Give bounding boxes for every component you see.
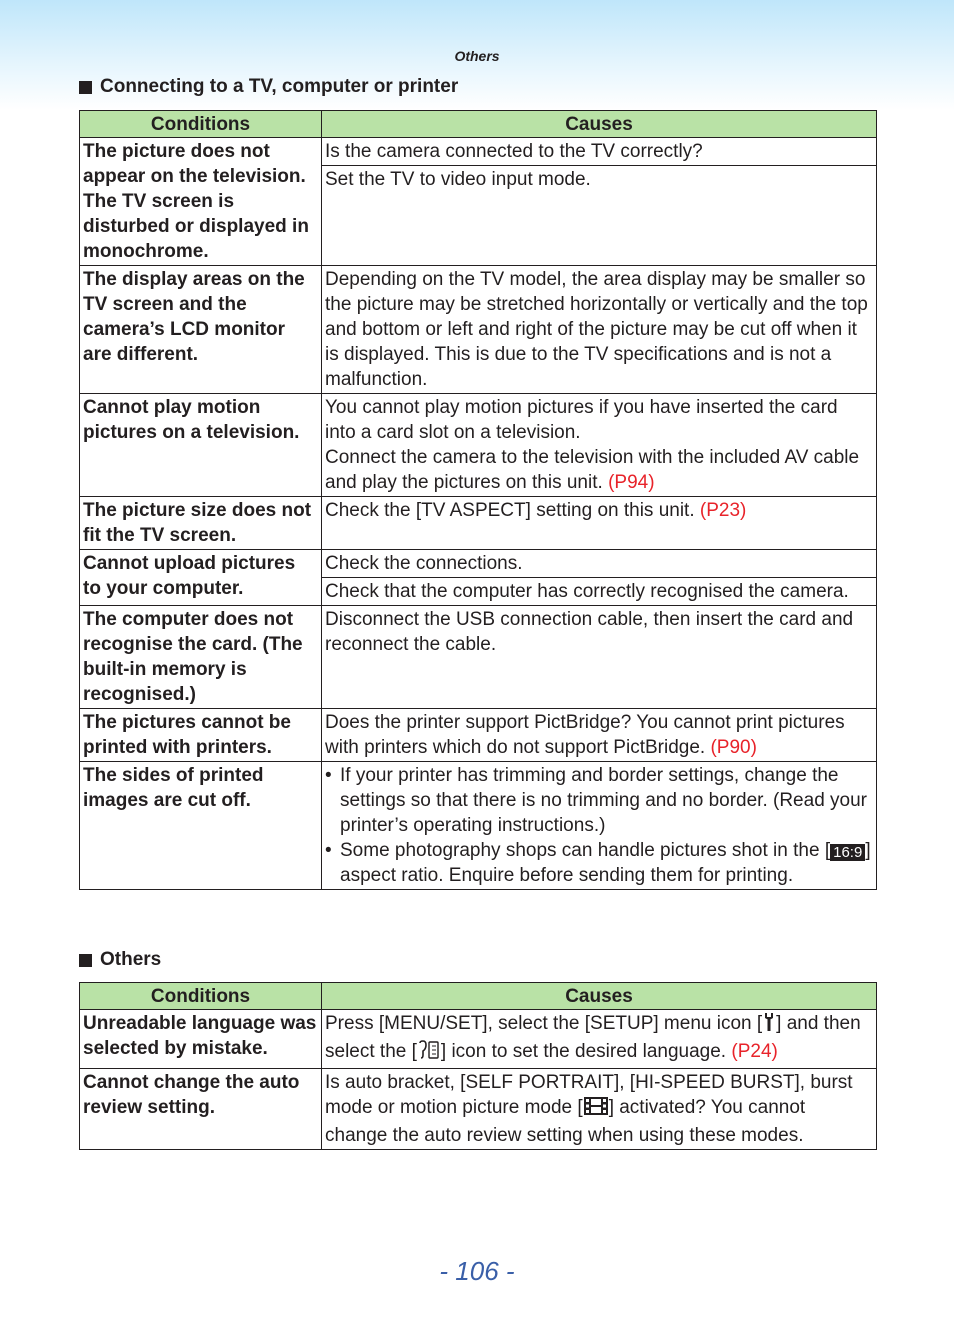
cause-cell: Set the TV to video input mode. (322, 166, 877, 266)
cause-text: Check the [TV ASPECT] setting on this unit. (325, 500, 695, 521)
language-icon (417, 1040, 441, 1067)
column-header-causes: Causes (322, 983, 877, 1010)
square-bullet-icon (79, 81, 92, 94)
cause-text: ] and then select the [ (325, 1013, 861, 1062)
cause-cell: Check that the computer has correctly recognised the camera. (322, 578, 877, 606)
table-row (80, 550, 877, 578)
cause-cell: Check the connections. (322, 550, 877, 578)
cause-text: You cannot play motion pictures if you have inserted the card into a card slot on a television. (325, 397, 838, 443)
cause-text: Press [MENU/SET], select the [SETUP] menu icon [ (325, 1013, 763, 1034)
condition-cell: Cannot change the auto review setting. (80, 1069, 322, 1150)
table-row (80, 394, 877, 497)
page-reference-link[interactable]: (P94) (608, 472, 655, 493)
table-row (80, 497, 877, 550)
table-row (80, 762, 877, 890)
table-row (80, 1010, 877, 1069)
column-header-causes: Causes (322, 111, 877, 138)
bullet-mark: • (325, 840, 332, 861)
page-reference-link[interactable]: (P23) (699, 500, 747, 521)
condition-cell: The computer does not recognise the card. (The built-in memory is recognised.) (80, 606, 322, 709)
column-header-conditions: Conditions (80, 983, 322, 1010)
cause-cell (322, 1069, 877, 1150)
bullet-item (325, 838, 872, 888)
bullet-mark: • (325, 765, 332, 786)
cause-text: ] activated? You cannot change the auto review setting when using these modes. (325, 1097, 806, 1146)
cause-text: Does the printer support PictBridge? You cannot print pictures with printers which do not support PictBridge. (325, 712, 845, 758)
table-header-row (80, 111, 877, 138)
section-label: Others (454, 48, 500, 64)
film-icon (583, 1096, 609, 1123)
wrench-icon (762, 1012, 776, 1039)
cause-cell: Is the camera connected to the TV correctly? (322, 138, 877, 166)
condition-cell: Unreadable language was selected by mistake. (80, 1010, 322, 1069)
section-heading-text: Connecting to a TV, computer or printer (100, 76, 459, 97)
condition-cell: The sides of printed images are cut off. (80, 762, 322, 890)
cause-cell (322, 497, 877, 550)
square-bullet-icon (79, 954, 92, 967)
others-troubleshooting-table (79, 982, 877, 1150)
table-row (80, 266, 877, 394)
cause-text: Connect the camera to the television with the included AV cable and play the pictures on this unit. (325, 447, 860, 493)
table-row (80, 1069, 877, 1150)
table-row (80, 606, 877, 709)
connection-troubleshooting-table (79, 110, 877, 890)
table-row (80, 138, 877, 166)
cause-text-with-ref (325, 445, 872, 495)
page-number: - 106 - (439, 1256, 515, 1286)
cause-cell (322, 709, 877, 762)
bullet-item (325, 763, 872, 838)
condition-cell: Cannot upload pictures to your computer. (80, 550, 322, 606)
page-reference-link[interactable]: (P24) (731, 1041, 778, 1062)
section-heading-connecting (79, 76, 458, 98)
cause-cell: Disconnect the USB connection cable, then insert the card and reconnect the cable. (322, 606, 877, 709)
bullet-text-part: ] aspect ratio. Enquire before sending them for printing. (340, 840, 871, 886)
condition-cell: The pictures cannot be printed with printers. (80, 709, 322, 762)
cause-text: ] icon to set the desired language. (440, 1041, 727, 1062)
condition-cell: The picture size does not fit the TV screen. (80, 497, 322, 550)
condition-cell: The display areas on the TV screen and the camera’s LCD monitor are different. (80, 266, 322, 394)
cause-text: Is auto bracket, [SELF PORTRAIT], [HI-SPEED BURST], burst mode or motion picture mode [ (325, 1072, 853, 1118)
table-row (80, 709, 877, 762)
column-header-conditions: Conditions (80, 111, 322, 138)
aspect-16-9-icon: 16:9 (830, 844, 865, 861)
cause-cell (322, 762, 877, 890)
condition-cell: Cannot play motion pictures on a television. (80, 394, 322, 497)
bullet-text: If your printer has trimming and border settings, change the settings so that there is no trimming and no border. (Read your printer’s operating instructions.) (340, 765, 867, 836)
cause-cell (322, 394, 877, 497)
bullet-text (340, 838, 872, 888)
section-heading-others (79, 949, 161, 971)
bullet-text-part: Some photography shops can handle pictures shot in the [ (340, 840, 831, 861)
cause-cell (322, 1010, 877, 1069)
condition-cell: The picture does not appear on the television. The TV screen is disturbed or displayed in monochrome. (80, 138, 322, 266)
page-reference-link[interactable]: (P90) (710, 737, 757, 758)
table-header-row (80, 983, 877, 1010)
cause-cell: Depending on the TV model, the area display may be smaller so the picture may be stretched horizontally or vertically and the top and bottom or left and right of the picture may be cut off when it is displayed. This is due to the TV specifications and is not a malfunction. (322, 266, 877, 394)
section-heading-text: Others (100, 949, 162, 970)
